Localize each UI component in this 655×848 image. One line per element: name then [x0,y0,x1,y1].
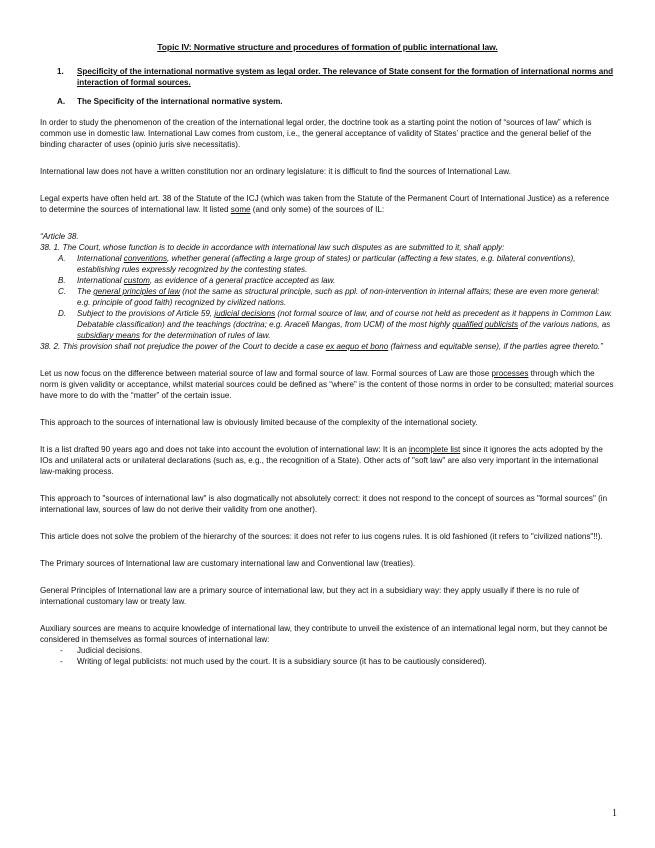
quote-item-d-underlined-2: qualified publicists [452,320,519,329]
p6-after: since it ignores the acts adopted by the IOs and unilateral acts or unilateral declarations (such as, e.g., the recognition of a State). Other acts of "soft law" are also very important in the international law-making process. [40,445,603,476]
quote-item-b-after: , as evidence of a general practice accepted as law. [149,276,336,285]
quote-item-d-mid: (not formal source of law, and of course not held as precedent as it happens in Common Law. Debatable classification) and the teachings (doctrina; e.g. Araceli Mangas, from UCM) of the most highly [77,309,613,329]
p6-underlined: incomplete list [408,445,461,454]
quote-item-b-label: B. [58,276,66,285]
quote-item-b [40,275,615,286]
paragraph-primary-sources: The Primary sources of International law are customary international law and Conventional law (treaties). [40,559,416,568]
quote-item-c-before: The [77,287,94,296]
paragraph-hierarchy: This article does not solve the problem of the hierarchy of the sources: it does not refer to ius cogens rules. It is old fashioned (it refers to "civilized nations"!!). [40,532,603,541]
bullet-text-judicial: Judicial decisions. [77,646,143,655]
section-a-text: The Specificity of the international normative system. [77,97,283,106]
quote-closing-underlined: ex aequo et bono [325,342,389,351]
bullet-marker: - [60,657,63,666]
page-number: 1 [612,808,617,819]
quote-closing-after: (fairness and equitable sense), if the parties agree thereto.” [388,342,603,351]
quote-intro: 38. 1. The Court, whose function is to decide in accordance with international law such disputes as are submitted to it, shall apply: [40,243,505,252]
paragraph-article-38-intro [40,193,615,215]
quote-item-c-label: C. [58,287,67,296]
section-1-number: 1. [57,67,64,76]
quote-item-a-label: A. [58,254,66,263]
p3-before: Legal experts have often held art. 38 of the Statute of the ICJ (which was taken from the Statute of the Permanent Court of International Justice) as a reference to determine the sources of international law. It listed [40,194,610,214]
bullet-text-publicists: Writing of legal publicists: not much used by the court. It is a subsidiary source (it has to be cautiously considered). [77,657,487,666]
section-a-letter: A. [57,97,66,106]
quote-item-d-underlined-3: subsidiary means [77,331,140,340]
quote-item-d-underlined: judicial decisions [214,309,276,318]
paragraph-material-vs-formal [40,368,615,401]
quote-item-b-before: International [77,276,124,285]
page-title: Topic IV: Normative structure and procedures of formation of public international law. [157,42,498,52]
quote-item-c-after: (not the same as structural principle, such as ppl. of non-intervention in internal affairs; these are even more general: e.g. principle of good faith) recognized by civilized nations. [77,287,600,307]
quote-closing [40,341,615,352]
paragraph-limited-approach: This approach to the sources of international law is obviously limited because of the complexity of the international society. [40,418,478,427]
quote-item-c [40,286,615,308]
quote-closing-before: 38. 2. This provision shall not prejudice the power of the Court to decide a case [40,342,326,351]
paragraph-incomplete-list [40,444,615,477]
section-1-heading [40,66,615,88]
section-1-text: Specificity of the international normative system as legal order. The relevance of State consent for the formation of international norms and interaction of formal sources. [77,67,614,87]
bullet-item [40,656,615,667]
paragraph-dogmatically-incorrect: This approach to "sources of international law" is also dogmatically not absolutely correct: it does not respond to the concept of sources as "formal sources" (in international law, sources of law do not derive their validity from one another). [40,494,608,514]
bullet-item [40,645,615,656]
p3-underlined: some [230,205,251,214]
document-body [40,66,615,667]
paragraph-sources-of-law: In order to study the phenomenon of the creation of the international legal order, the doctrine took as a starting point the notion of “sources of law” which is common use in domestic law. International Law comes from custom, i.e., the general acceptance of validity of States’ practice and the general belief of the binding character of uses (opinio juris sive necessitatis). [40,118,592,149]
quote-item-a-after: , whether general (affecting a large group of states) or particular (affecting a few states, e.g. bilateral conventions), establishing rules expressly recognized by the contesting states. [77,254,576,274]
paragraph-auxiliary-sources: Auxiliary sources are means to acquire knowledge of international law, they contribute to unveil the existence of an international legal norm, but they cannot be considered in themselves as formal sources of international law: [40,624,608,644]
p4-underlined: processes [491,369,529,378]
paragraph-no-constitution: International law does not have a written constitution nor an ordinary legislature: it is difficult to find the sources of International Law. [40,167,511,176]
quote-item-a [40,253,615,275]
p4-before: Let us now focus on the difference between material source of law and formal source of law. Formal sources of Law are those [40,369,492,378]
quote-heading: “Article 38. [40,232,79,241]
p6-before: It is a list drafted 90 years ago and does not take into account the evolution of international law: It is an [40,445,409,454]
paragraph-general-principles: General Principles of International law are a primary source of international law, but they act in a subsidiary way: they apply usually if there is no rule of international customary law or treaty law. [40,586,579,606]
quote-item-a-before: International [77,254,124,263]
quote-item-a-underlined: conventions [123,254,167,263]
section-a-heading [40,96,615,107]
bullet-marker: - [60,646,63,655]
quote-item-d-before: Subject to the provisions of Article 59, [77,309,215,318]
p3-after: (and only some) of the sources of IL: [250,205,385,214]
quote-item-d [40,308,615,341]
quote-item-d-after: for the determination of rules of law. [139,331,271,340]
quote-item-d-label: D. [58,309,67,318]
quote-item-b-underlined: custom [123,276,150,285]
p4-after: through which the norm is given validity or acceptance, whilst material sources could be defined as “where” is the content of those norms in order to be consulted; material sources have more to do with the “matter” of the certain issue. [40,369,614,400]
article-38-quote [40,231,615,352]
quote-item-d-mid-2: of the various nations, as [518,320,611,329]
quote-item-c-underlined: general principles of law [93,287,181,296]
